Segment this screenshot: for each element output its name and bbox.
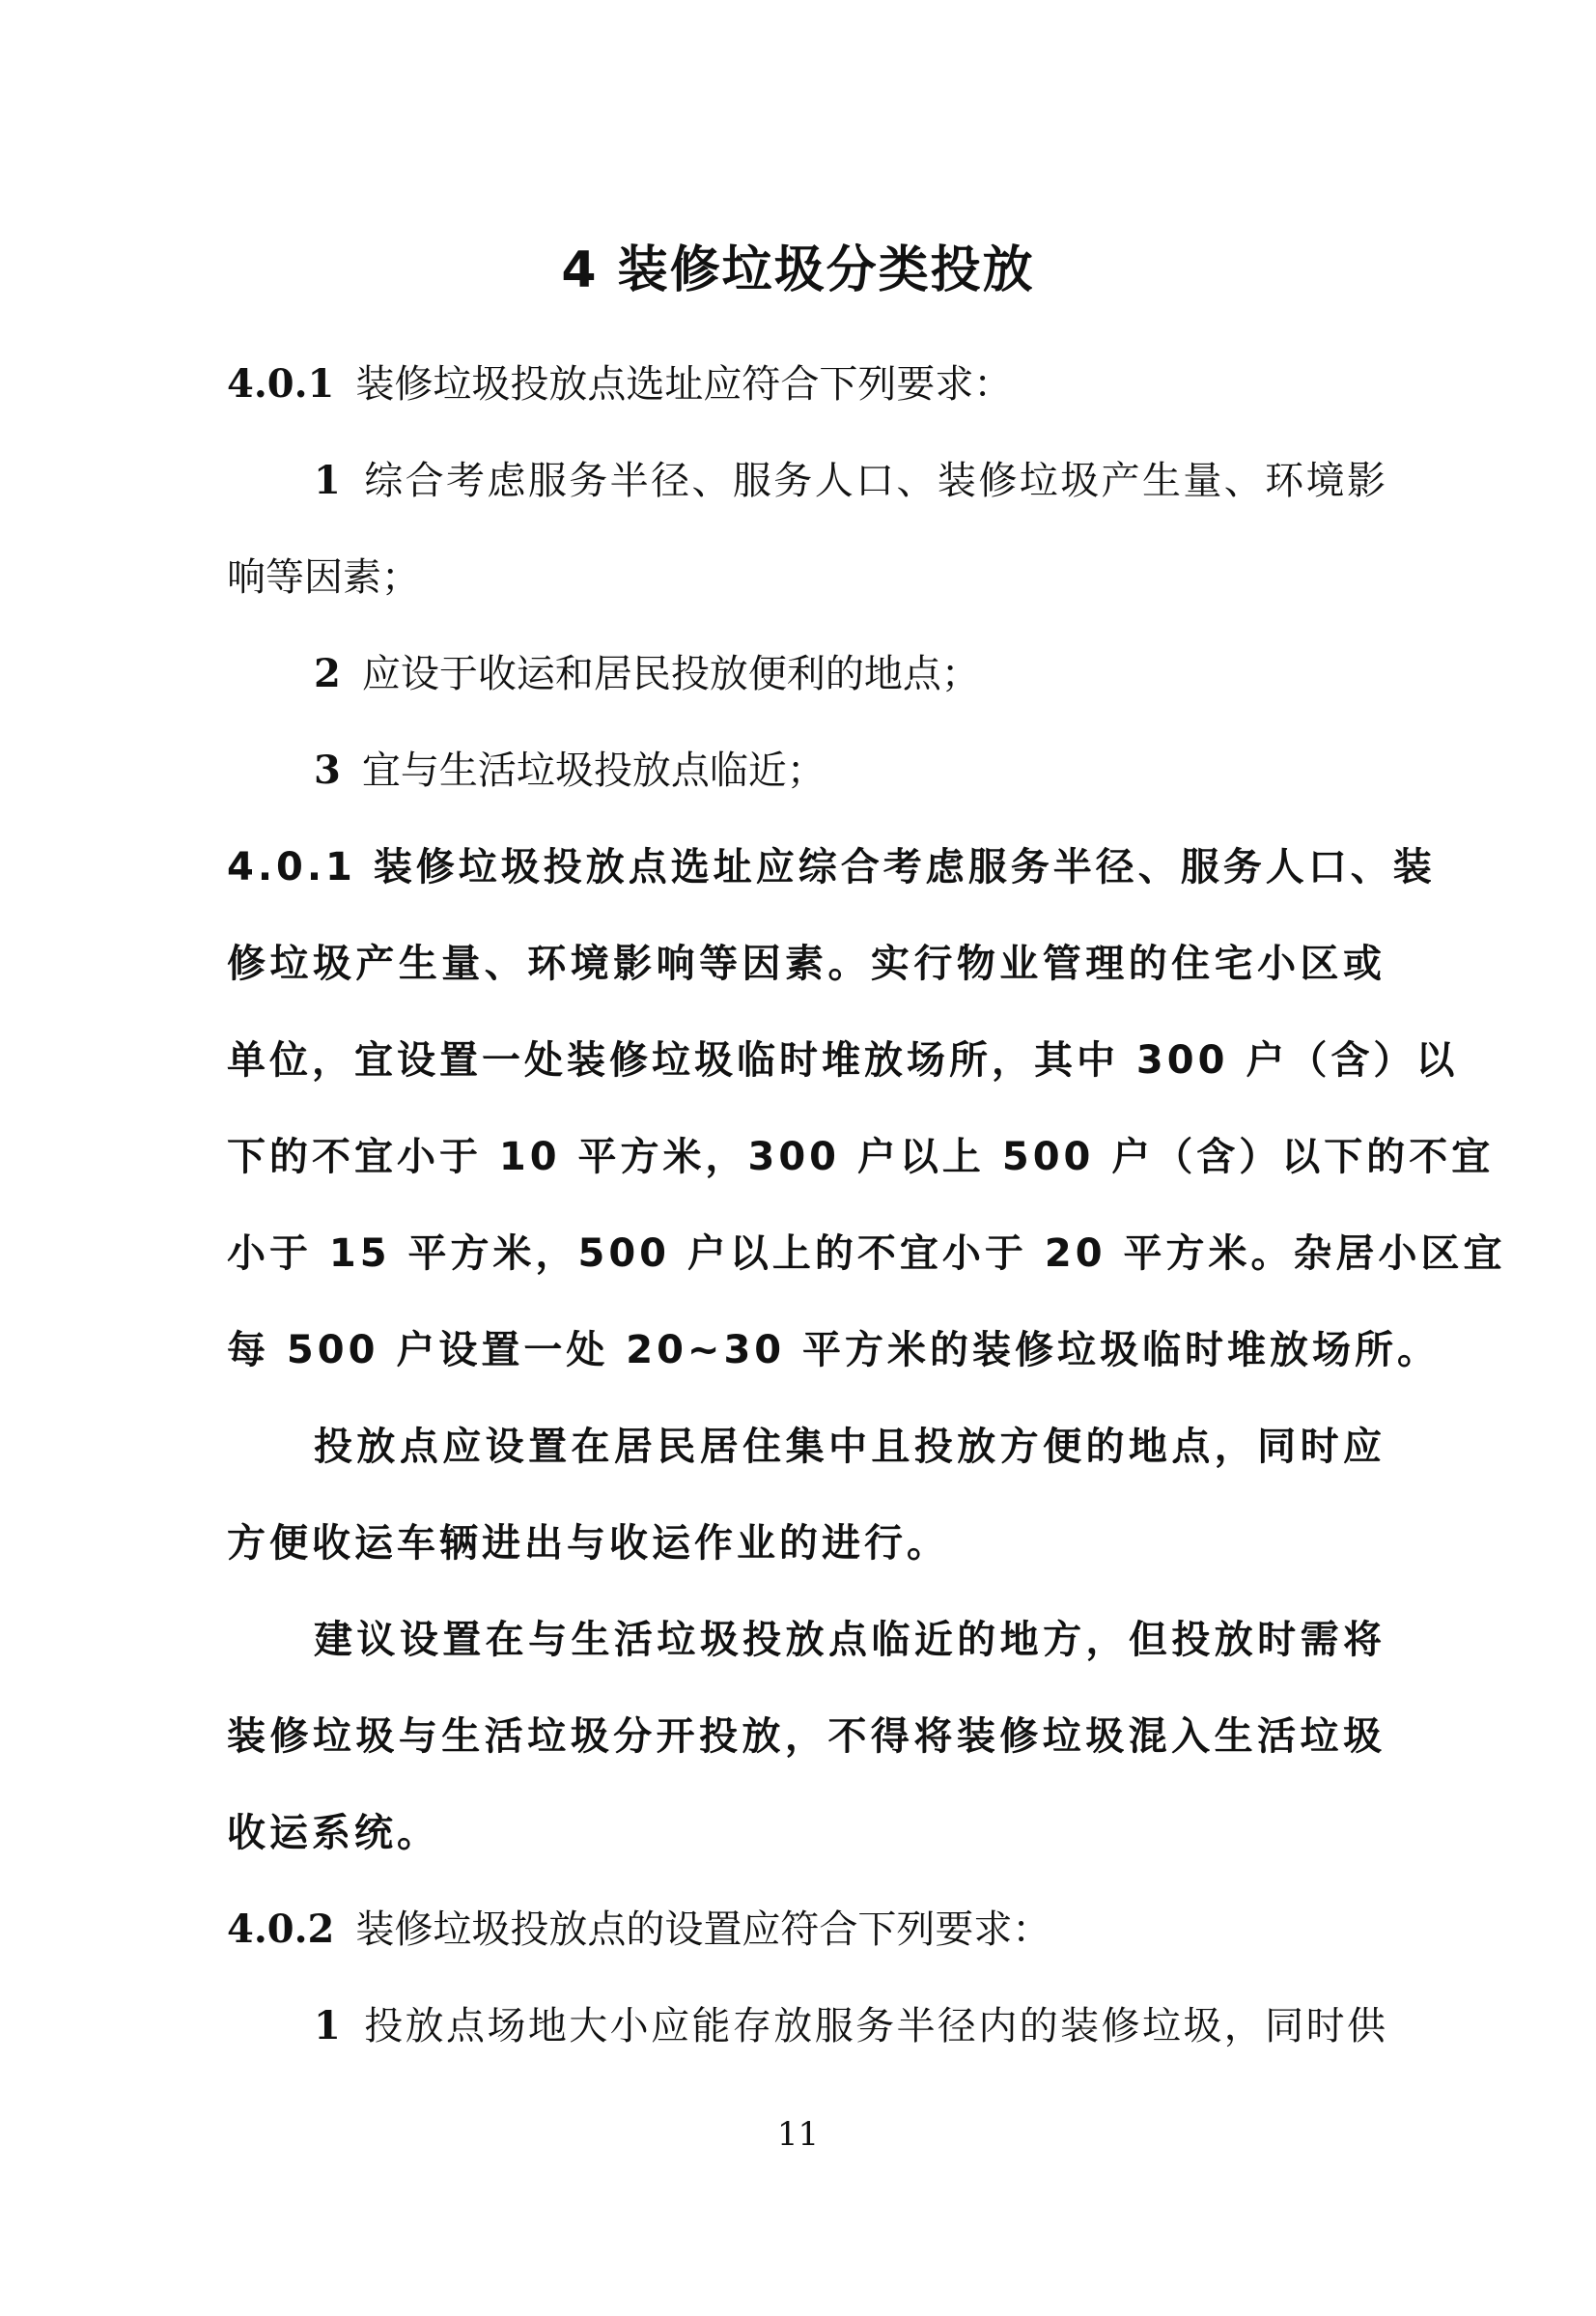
explanation-line: 小于 15 平方米，500 户以上的不宜小于 20 平方米。杂居小区宜 [227, 1231, 1506, 1276]
item-number: 3 [314, 748, 341, 793]
list-item-3 [314, 742, 1386, 800]
explanation-line: 单位，宜设置一处装修垃圾临时堆放场所，其中 300 户（含）以 [227, 1038, 1459, 1083]
item-text: 宜与生活垃圾投放点临近； [361, 748, 826, 793]
chapter-title: 4 装修垃圾分类投放 [561, 241, 1035, 299]
list-item-1 [314, 1997, 1386, 2055]
list-item-2 [314, 645, 1386, 703]
explanation-line: 每 500 户设置一处 20~30 平方米的装修垃圾临时堆放场所。 [227, 1328, 1441, 1372]
explanation-line: 投放点应设置在居民居住集中且投放方便的地点，同时应 [314, 1425, 1386, 1469]
item-number: 1 [314, 2003, 341, 2048]
explanation-line: 方便收运车辆进出与收运作业的进行。 [227, 1521, 949, 1566]
clause-number: 4.0.1 [227, 361, 335, 407]
list-item-1-continued: 响等因素； [227, 555, 420, 600]
item-text: 综合考虑服务半径、服务人口、装修垃圾产生量、环境影 [361, 459, 1386, 503]
item-number: 2 [314, 651, 341, 696]
explanation-line: 修垃圾产生量、环境影响等因素。实行物业管理的住宅小区或 [227, 942, 1386, 986]
item-text: 投放点场地大小应能存放服务半径内的装修垃圾，同时供 [361, 2004, 1386, 2048]
clause-text: 装修垃圾投放点的设置应符合下列要求： [355, 1907, 1051, 1952]
item-number: 1 [314, 458, 341, 503]
explanation-line: 下的不宜小于 10 平方米，300 户以上 500 户（含）以下的不宜 [227, 1135, 1495, 1179]
clause-4-0-2 [227, 1901, 1386, 1959]
page-number: 11 [776, 2115, 820, 2154]
clause-number: 4.0.2 [227, 1906, 335, 1952]
item-text: 应设于收运和居民投放便利的地点； [361, 652, 980, 696]
explanation-line: 建议设置在与生活垃圾投放点临近的地方，但投放时需将 [314, 1618, 1386, 1662]
explanation-line: 收运系统。 [227, 1811, 439, 1855]
explanation-line: 4.0.1 装修垃圾投放点选址应综合考虑服务半径、服务人口、装 [227, 845, 1436, 890]
clause-4-0-1 [227, 355, 1386, 413]
explanation-line: 装修垃圾与生活垃圾分开投放，不得将装修垃圾混入生活垃圾 [227, 1714, 1386, 1759]
list-item-1 [314, 452, 1386, 510]
clause-text: 装修垃圾投放点选址应符合下列要求： [355, 362, 1013, 407]
